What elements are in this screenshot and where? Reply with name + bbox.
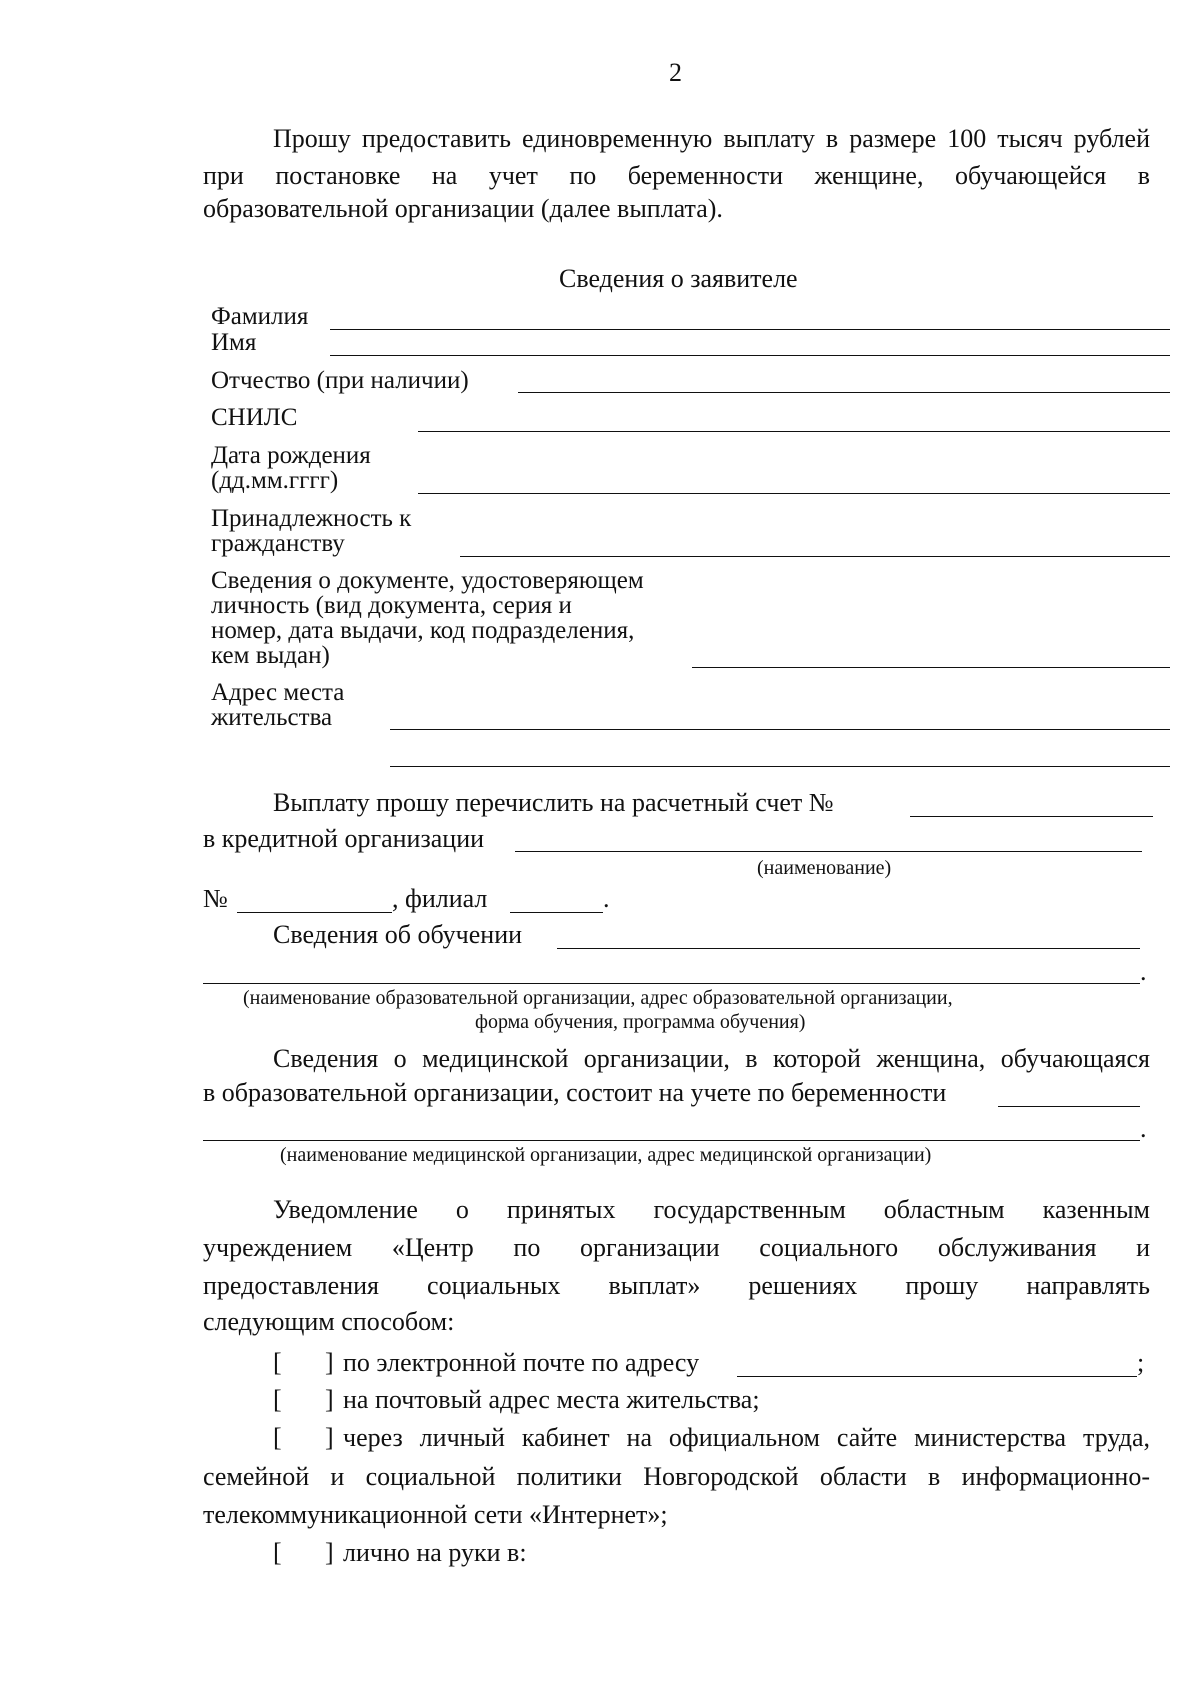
id-doc-label-1: Сведения о документе, удостоверяющем: [211, 567, 644, 594]
option-cabinet-line-2: семейной и социальной политики Новгородской области в информационно-: [203, 1462, 1150, 1491]
checkbox-email-open[interactable]: [: [273, 1348, 282, 1377]
notification-line-3: предоставления социальных выплат» решениях прошу направлять: [203, 1271, 1150, 1300]
bank-label: в кредитной организации: [203, 824, 485, 853]
option-email-label: по электронной почте по адресу: [343, 1348, 700, 1377]
email-field[interactable]: [737, 1376, 1137, 1377]
surname-label: Фамилия: [211, 303, 309, 330]
snils-label: СНИЛС: [211, 404, 298, 431]
number-field[interactable]: [237, 912, 392, 913]
applicant-heading: Сведения о заявителе: [559, 264, 798, 293]
intro-line-2: при постановке на учет по беременности женщине, обучающейся в: [203, 161, 1150, 190]
medical-dot: .: [1140, 1114, 1147, 1143]
snils-field[interactable]: [418, 431, 1170, 432]
id-doc-label-3: номер, дата выдачи, код подразделения,: [211, 617, 635, 644]
id-doc-field[interactable]: [692, 667, 1170, 668]
option-post-label: на почтовый адрес места жительства;: [343, 1385, 760, 1414]
notification-line-4: следующим способом:: [203, 1307, 455, 1336]
education-dot: .: [1140, 957, 1147, 986]
notification-line-2: учреждением «Центр по организации социального обслуживания и: [203, 1233, 1150, 1262]
education-hint-2: форма обучения, программа обучения): [475, 1011, 806, 1033]
surname-field[interactable]: [330, 329, 1170, 330]
branch-label: , филиал: [392, 884, 488, 913]
checkbox-email-close[interactable]: ]: [325, 1348, 334, 1377]
bank-hint: (наименование): [757, 857, 892, 879]
id-doc-label-4: кем выдан): [211, 642, 330, 669]
medical-hint: (наименование медицинской организации, адрес медицинской организации): [280, 1144, 932, 1166]
address-field-1[interactable]: [390, 729, 1170, 730]
checkbox-post-close[interactable]: ]: [325, 1385, 334, 1414]
medical-line-2: в образовательной организации, состоит на учете по беременности: [203, 1078, 947, 1107]
checkbox-personal-close[interactable]: ]: [325, 1538, 334, 1567]
name-label: Имя: [211, 329, 257, 356]
checkbox-cabinet-close[interactable]: ]: [325, 1423, 334, 1452]
checkbox-personal-open[interactable]: [: [273, 1538, 282, 1567]
birth-date-label-2: (дд.мм.гггг): [211, 467, 339, 494]
education-field-1[interactable]: [557, 948, 1140, 949]
notification-line-1: Уведомление о принятых государственным областным казенным: [273, 1195, 1150, 1224]
option-cabinet-line-1: через личный кабинет на официальном сайте министерства труда,: [343, 1423, 1150, 1452]
medical-field-1[interactable]: [998, 1106, 1140, 1107]
address-label-2: жительства: [211, 704, 333, 731]
patronymic-label: Отчество (при наличии): [211, 367, 469, 394]
bank-field[interactable]: [515, 851, 1142, 852]
birth-date-field[interactable]: [418, 493, 1170, 494]
citizenship-label-2: гражданству: [211, 530, 345, 557]
address-label-1: Адрес места: [211, 679, 345, 706]
account-label: Выплату прошу перечислить на расчетный счет №: [273, 788, 834, 817]
education-hint-1: (наименование образовательной организации, адрес образовательной организации,: [243, 987, 953, 1009]
address-field-2[interactable]: [390, 766, 1170, 767]
account-field[interactable]: [910, 816, 1153, 817]
number-sign: №: [203, 884, 228, 913]
birth-date-label-1: Дата рождения: [211, 442, 371, 469]
id-doc-label-2: личность (вид документа, серия и: [211, 592, 572, 619]
option-cabinet-line-3: телекоммуникационной сети «Интернет»;: [203, 1500, 668, 1529]
intro-line-3: образовательной организации (далее выплата).: [203, 194, 723, 223]
education-field-2[interactable]: [203, 983, 1140, 984]
intro-line-1: Прошу предоставить единовременную выплату в размере 100 тысяч рублей: [273, 124, 1150, 153]
option-personal-label: лично на руки в:: [343, 1538, 527, 1567]
name-field[interactable]: [330, 355, 1170, 356]
medical-line-1: Сведения о медицинской организации, в которой женщина, обучающаяся: [273, 1044, 1150, 1073]
branch-dot: .: [603, 884, 610, 913]
patronymic-field[interactable]: [518, 392, 1170, 393]
checkbox-post-open[interactable]: [: [273, 1385, 282, 1414]
branch-field[interactable]: [510, 912, 603, 913]
checkbox-cabinet-open[interactable]: [: [273, 1423, 282, 1452]
education-label: Сведения об обучении: [273, 920, 523, 949]
page-number: 2: [669, 58, 682, 87]
email-semicolon: ;: [1137, 1348, 1145, 1377]
citizenship-field[interactable]: [460, 556, 1170, 557]
citizenship-label-1: Принадлежность к: [211, 505, 412, 532]
medical-field-2[interactable]: [203, 1140, 1140, 1141]
